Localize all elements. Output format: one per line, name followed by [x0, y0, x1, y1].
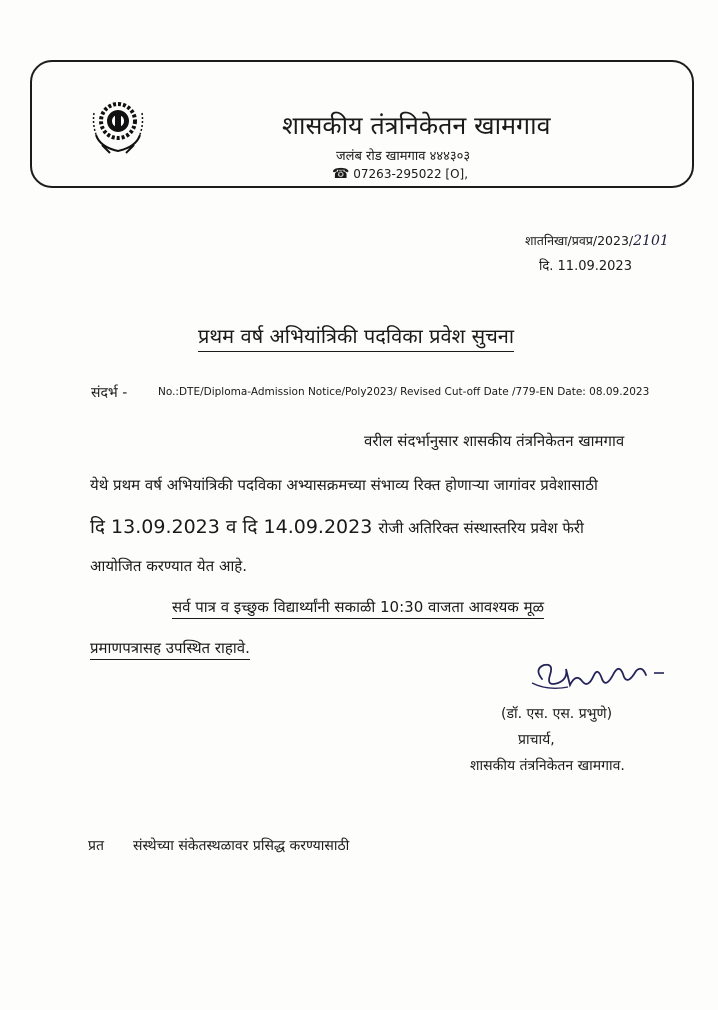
notice-paragraph-line: वरील संदर्भानुसार शासकीय तंत्रनिकेतन खामगाव: [364, 432, 625, 450]
reference-number: [525, 232, 669, 249]
instruction-line: [90, 638, 250, 658]
institute-address: जलंब रोड खामगाव ४४४३०३: [336, 149, 471, 164]
institute-phone: 07263-295022 [O],: [353, 167, 469, 181]
notice-paragraph-line: येथे प्रथम वर्ष अभियांत्रिकी पदविका अभ्यासक्रमच्या संभाव्य रिक्त होणाऱ्या जागांवर प्रवेशासाठी: [90, 476, 598, 494]
letter-date: दि. 11.09.2023: [539, 259, 632, 274]
notice-dates-line: [90, 513, 584, 539]
instruction-line: [172, 597, 544, 617]
institute-name: शासकीय तंत्रनिकेतन खामगाव: [282, 111, 551, 140]
copy-label: प्रत: [88, 838, 104, 854]
notice-paragraph-line: रोजी अतिरिक्त संस्थास्तरिय प्रवेश फेरी: [378, 519, 584, 537]
notice-title: प्रथम वर्ष अभियांत्रिकी पदविका प्रवेश सुचना: [198, 322, 514, 352]
instruction-text: सर्व पात्र व इच्छुक विद्यार्थ्यांनी सकाळी 10:30 वाजता आवश्यक मूळ: [172, 598, 544, 619]
signatory-institute: शासकीय तंत्रनिकेतन खामगाव.: [470, 758, 625, 774]
admission-round-dates: दि 13.09.2023 व दि 14.09.2023: [90, 516, 373, 538]
copy-text: संस्थेच्या संकेतस्थळावर प्रसिद्ध करण्यासाठी: [133, 838, 350, 854]
institute-phone-line: [332, 166, 468, 182]
notice-paragraph-line: आयोजित करण्यात येत आहे.: [90, 557, 248, 575]
institute-emblem-icon: [90, 95, 146, 157]
principal-signature: [528, 655, 668, 697]
reference-number-handwritten: 2101: [633, 233, 669, 249]
telephone-icon: ☎: [332, 166, 350, 182]
signatory-name: (डॉ. एस. एस. प्रभुणे): [501, 706, 613, 722]
instruction-text: प्रमाणपत्रासह उपस्थित राहावे.: [90, 639, 250, 660]
signatory-designation: प्राचार्य,: [518, 732, 555, 748]
reference-text: No.:DTE/Diploma-Admission Notice/Poly2023/ Revised Cut-off Date /779-EN Date: 08.09.2023: [158, 386, 650, 398]
reference-number-prefix: शातनिखा/प्रवप्र/2023/: [525, 233, 634, 248]
reference-label: संदर्भ -: [91, 385, 128, 401]
